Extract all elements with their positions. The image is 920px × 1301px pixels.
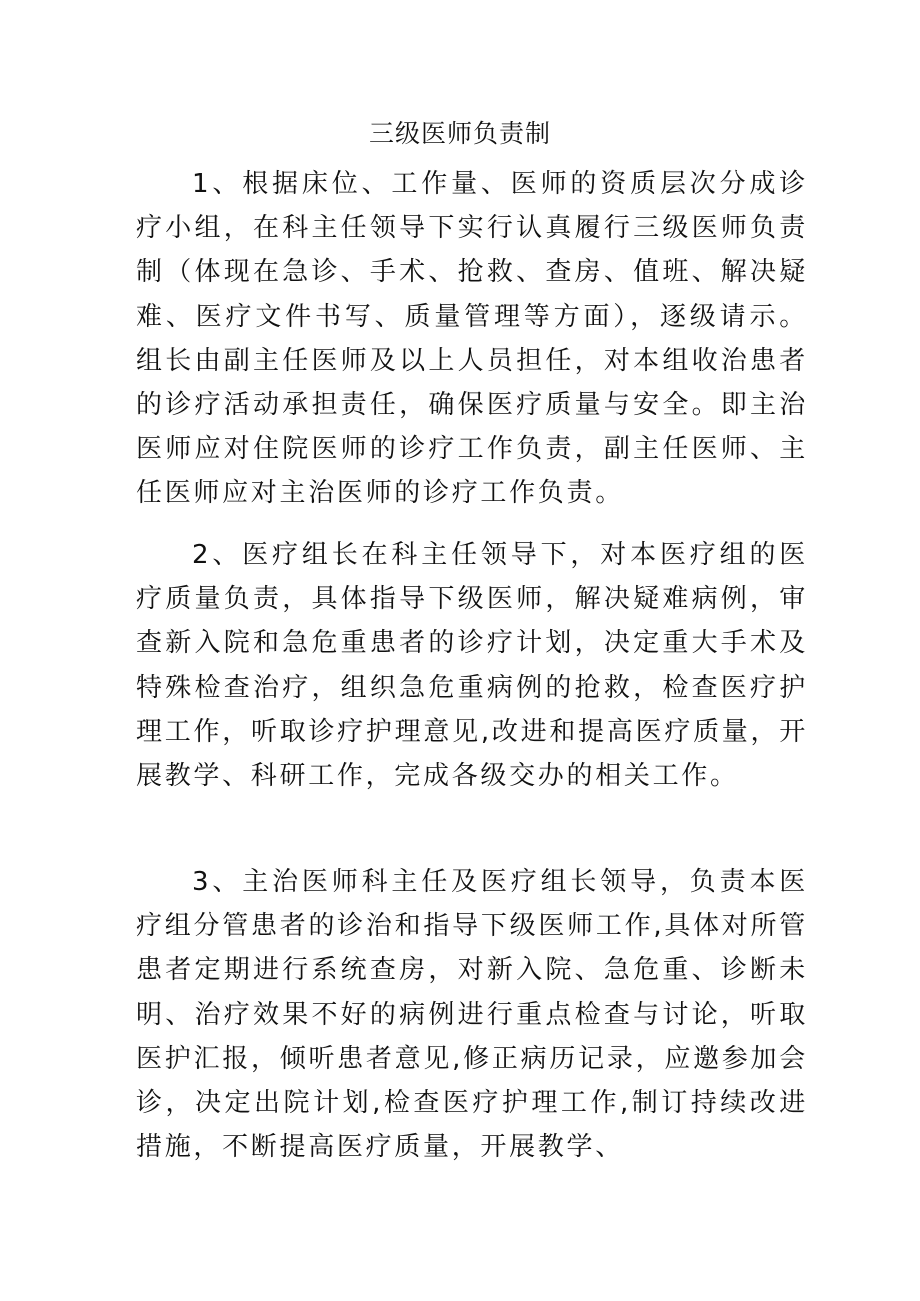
paragraph-2: 2、医疗组长在科主任领导下，对本医疗组的医疗质量负责，具体指导下级医师，解决疑难病例，审查新入院和急危重患者的诊疗计划，决定重大手术及特殊检查治疗，组织急危重病例的抢救，检查医疗护理工作，听取诊疗护理意见,改进和提高医疗质量，开展教学、科研工作，完成各级交办的相关工作。 — [136, 540, 808, 792]
paragraph-1: 1、根据床位、工作量、医师的资质层次分成诊疗小组，在科主任领导下实行认真履行三级医师负责制（体现在急诊、手术、抢救、查房、值班、解决疑难、医疗文件书写、质量管理等方面），逐级请示。组长由副主任医师及以上人员担任，对本组收治患者的诊疗活动承担责任，确保医疗质量与安全。即主治医师应对住院医师的诊疗工作负责，副主任医师、主任医师应对主治医师的诊疗工作负责。 — [136, 169, 808, 509]
paragraph-3: 3、主治医师科主任及医疗组长领导，负责本医疗组分管患者的诊治和指导下级医师工作,具体对所管患者定期进行系统查房，对新入院、急危重、诊断未明、治疗效果不好的病例进行重点检查与讨论，听取医护汇报，倾听患者意见,修正病历记录，应邀参加会诊，决定出院计划,检查医疗护理工作,制订持续改进措施，不断提高医疗质量，开展教学、 — [136, 867, 808, 1163]
document-title: 三级医师负责制 — [368, 119, 551, 148]
